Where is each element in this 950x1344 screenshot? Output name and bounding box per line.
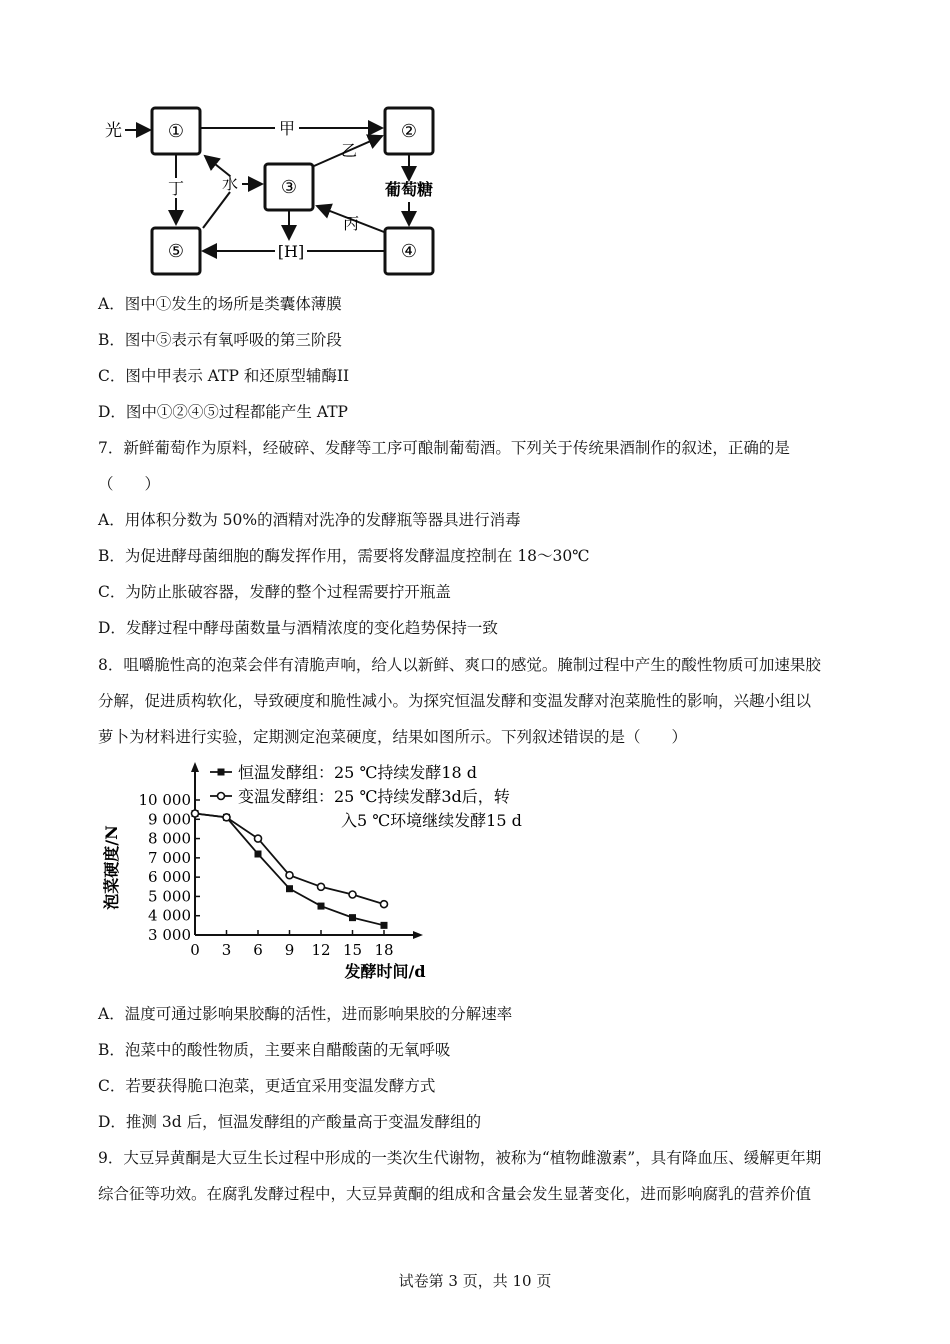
label-h: [H]: [277, 242, 305, 261]
label-bing: 丙: [343, 214, 360, 233]
series-1-point: [286, 872, 293, 879]
y-tick-label: 8 000: [148, 829, 191, 848]
label-water: 水: [222, 174, 239, 193]
series-0-line: [195, 814, 384, 926]
node-3: ③: [280, 177, 298, 198]
q9-stem-line2: 综合征等功效。在腐乳发酵过程中，大豆异黄酮的组成和含量会发生显著变化，进而影响腐乳的营养价值: [98, 1185, 812, 1203]
node-1: ①: [167, 121, 185, 142]
label-light: 光: [105, 121, 122, 141]
y-tick-label: 4 000: [148, 906, 191, 925]
y-tick-label: 9 000: [148, 810, 191, 829]
q8-stem-line2: 分解，促进质构软化，导致硬度和脆性减小。为探究恒温发酵和变温发酵对泡菜脆性的影响，兴趣小组以: [98, 692, 812, 710]
series-1-point: [223, 814, 230, 821]
q6-option-b: B．图中⑤表示有氧呼吸的第三阶段: [98, 331, 342, 349]
page-footer: 试卷第 3 页，共 10 页: [398, 1272, 552, 1290]
label-glucose: 葡萄糖: [384, 180, 434, 199]
q7-option-c: C．为防止胀破容器，发酵的整个过程需要拧开瓶盖: [98, 583, 451, 601]
label-yi: 乙: [341, 141, 358, 160]
y-tick-label: 7 000: [148, 848, 191, 867]
photosynthesis-respiration-diagram: [95, 96, 455, 286]
q6-option-c: C．图中甲表示 ATP 和还原型辅酶II: [98, 367, 350, 385]
q8-option-b: B．泡菜中的酸性物质，主要来自醋酸菌的无氧呼吸: [98, 1041, 451, 1059]
series-0-point: [381, 922, 388, 929]
q7-option-a: A．用体积分数为 50%的酒精对洗净的发酵瓶等器具进行消毒: [98, 511, 521, 529]
q7-stem-line1: 7．新鲜葡萄作为原料，经破碎、发酵等工序可酿制葡萄酒。下列关于传统果酒制作的叙述，正确的是: [98, 439, 790, 457]
series-1-point: [192, 810, 199, 817]
series-1-point: [381, 901, 388, 908]
node-4: ④: [400, 241, 418, 262]
series-0-point: [286, 885, 293, 892]
series-0-point: [318, 903, 325, 910]
y-tick-label: 10 000: [138, 791, 191, 809]
x-tick-label: 12: [311, 941, 331, 959]
q8-option-c: C．若要获得脆口泡菜，更适宜采用变温发酵方式: [98, 1077, 436, 1095]
label-ding: 丁: [167, 179, 185, 198]
legend-label-0: 恒温发酵组：25 ℃持续发酵18 d: [238, 763, 478, 782]
legend-marker-0: [218, 769, 225, 776]
hardness-chart: [95, 760, 565, 995]
q6-option-d: D．图中①②④⑤过程都能产生 ATP: [98, 403, 348, 421]
legend-label-1: 变温发酵组：25 ℃持续发酵3d后，转: [238, 787, 510, 806]
label-jia: 甲: [278, 119, 296, 138]
node-2: ②: [400, 121, 418, 142]
y-axis-label: 泡菜硬度/N: [102, 825, 121, 910]
series-1-point: [255, 835, 262, 842]
q8-stem-line3: 萝卜为材料进行实验，定期测定泡菜硬度，结果如图所示。下列叙述错误的是（ ）: [98, 728, 688, 746]
series-0-point: [255, 851, 262, 858]
y-axis-arrow: [191, 762, 199, 772]
series-1-point: [318, 883, 325, 890]
series-1-point: [349, 891, 356, 898]
y-tick-label: 3 000: [148, 926, 191, 944]
x-tick-label: 15: [342, 941, 363, 959]
x-tick-label: 3: [221, 941, 232, 959]
node-5: ⑤: [167, 241, 185, 262]
x-axis-label: 发酵时间/d: [344, 962, 426, 981]
x-tick-label: 6: [253, 941, 263, 959]
q8-stem-line1: 8．咀嚼脆性高的泡菜会伴有清脆声响，给人以新鲜、爽口的感觉。腌制过程中产生的酸性物质可加速果胶: [98, 656, 821, 674]
legend-label-1-line2: 入5 ℃环境继续发酵15 d: [341, 811, 522, 830]
x-tick-label: 9: [284, 941, 295, 959]
x-tick-label: 0: [190, 941, 200, 959]
y-tick-label: 6 000: [148, 868, 191, 887]
q7-option-b: B．为促进酵母菌细胞的酶发挥作用，需要将发酵温度控制在 18～30℃: [98, 547, 590, 565]
q8-option-d: D．推测 3d 后，恒温发酵组的产酸量高于变温发酵组的: [98, 1113, 482, 1131]
x-tick-label: 18: [374, 941, 394, 959]
q9-stem-line1: 9．大豆异黄酮是大豆生长过程中形成的一类次生代谢物，被称为“植物雌激素”，具有降血压、缓解更年期: [98, 1149, 822, 1167]
x-axis-arrow: [413, 931, 423, 939]
legend-marker-1: [218, 793, 225, 800]
q6-option-a: A．图中①发生的场所是类囊体薄膜: [98, 295, 342, 313]
y-tick-label: 5 000: [148, 887, 191, 906]
series-0-point: [349, 914, 356, 921]
q7-option-d: D．发酵过程中酵母菌数量与酒精浓度的变化趋势保持一致: [98, 619, 498, 637]
q7-stem-line2: （ ）: [98, 475, 161, 493]
q8-option-a: A．温度可通过影响果胶酶的活性，进而影响果胶的分解速率: [98, 1005, 513, 1023]
